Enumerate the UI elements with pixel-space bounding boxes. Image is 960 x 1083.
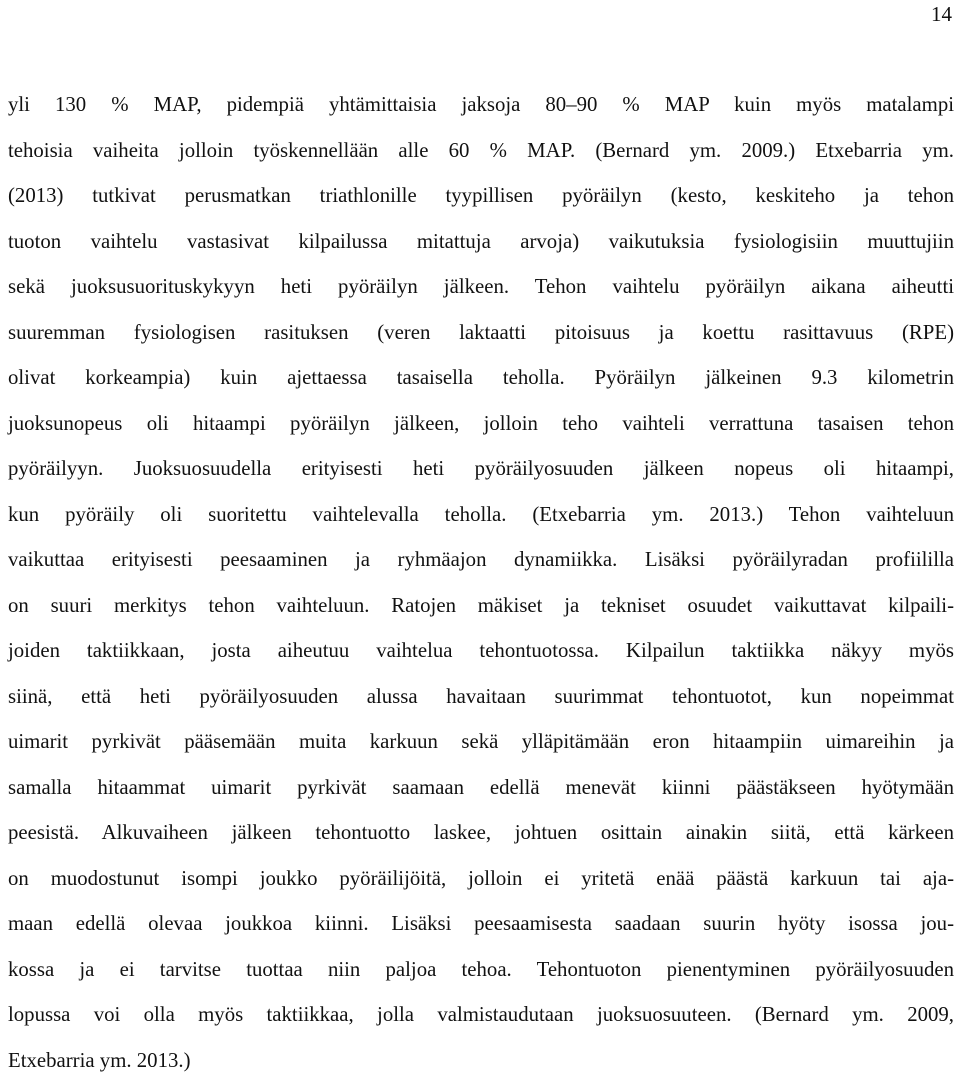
- text-line: siinä, että heti pyöräilyosuuden alussa havaitaan suurimmat tehontuotot, kun nopeimmat: [8, 674, 954, 720]
- text-line: on suuri merkitys tehon vaihteluun. Ratojen mäkiset ja tekniset osuudet vaikuttavat kilpaili-: [8, 583, 954, 629]
- text-line: kossa ja ei tarvitse tuottaa niin paljoa tehoa. Tehontuoton pienentyminen pyöräilyosuuden: [8, 947, 954, 993]
- text-line: olivat korkeampia) kuin ajettaessa tasaisella teholla. Pyöräilyn jälkeinen 9.3 kilometrin: [8, 355, 954, 401]
- text-line: suuremman fysiologisen rasituksen (veren laktaatti pitoisuus ja koettu rasittavuus (RPE): [8, 310, 954, 356]
- text-line: uimarit pyrkivät pääsemään muita karkuun sekä ylläpitämään eron hitaampiin uimareihin ja: [8, 719, 954, 765]
- text-line: lopussa voi olla myös taktiikkaa, jolla valmistaudutaan juoksuosuuteen. (Bernard ym. 2009,: [8, 992, 954, 1038]
- text-line: tuoton vaihtelu vastasivat kilpailussa mitattuja arvoja) vaikutuksia fysiologisiin muuttujiin: [8, 219, 954, 265]
- text-line: (2013) tutkivat perusmatkan triathlonille tyypillisen pyöräilyn (kesto, keskiteho ja tehon: [8, 173, 954, 219]
- body-paragraph: [8, 82, 954, 1083]
- text-line: sekä juoksusuorituskykyyn heti pyöräilyn jälkeen. Tehon vaihtelu pyöräilyn aikana aiheutti: [8, 264, 954, 310]
- text-line: vaikuttaa erityisesti peesaaminen ja ryhmäajon dynamiikka. Lisäksi pyöräilyradan profiililla: [8, 537, 954, 583]
- page-number: 14: [931, 2, 952, 26]
- text-line: maan edellä olevaa joukkoa kiinni. Lisäksi peesaamisesta saadaan suurin hyöty isossa jou-: [8, 901, 954, 947]
- text-line: samalla hitaammat uimarit pyrkivät saamaan edellä menevät kiinni päästäkseen hyötymään: [8, 765, 954, 811]
- text-line: joiden taktiikkaan, josta aiheutuu vaihtelua tehontuotossa. Kilpailun taktiikka näkyy myös: [8, 628, 954, 674]
- text-line: pyöräilyyn. Juoksuosuudella erityisesti heti pyöräilyosuuden jälkeen nopeus oli hitaampi,: [8, 446, 954, 492]
- text-line: kun pyöräily oli suoritettu vaihtelevalla teholla. (Etxebarria ym. 2013.) Tehon vaihteluun: [8, 492, 954, 538]
- text-line: peesistä. Alkuvaiheen jälkeen tehontuotto laskee, johtuen osittain ainakin siitä, että kärkeen: [8, 810, 954, 856]
- text-line: tehoisia vaiheita jolloin työskennellään alle 60 % MAP. (Bernard ym. 2009.) Etxebarria ym.: [8, 128, 954, 174]
- text-line: Etxebarria ym. 2013.): [8, 1038, 954, 1083]
- text-line: on muodostunut isompi joukko pyöräilijöitä, jolloin ei yritetä enää päästä karkuun tai aja-: [8, 856, 954, 902]
- text-line: yli 130 % MAP, pidempiä yhtämittaisia jaksoja 80–90 % MAP kuin myös matalampi: [8, 82, 954, 128]
- text-line: juoksunopeus oli hitaampi pyöräilyn jälkeen, jolloin teho vaihteli verrattuna tasaisen tehon: [8, 401, 954, 447]
